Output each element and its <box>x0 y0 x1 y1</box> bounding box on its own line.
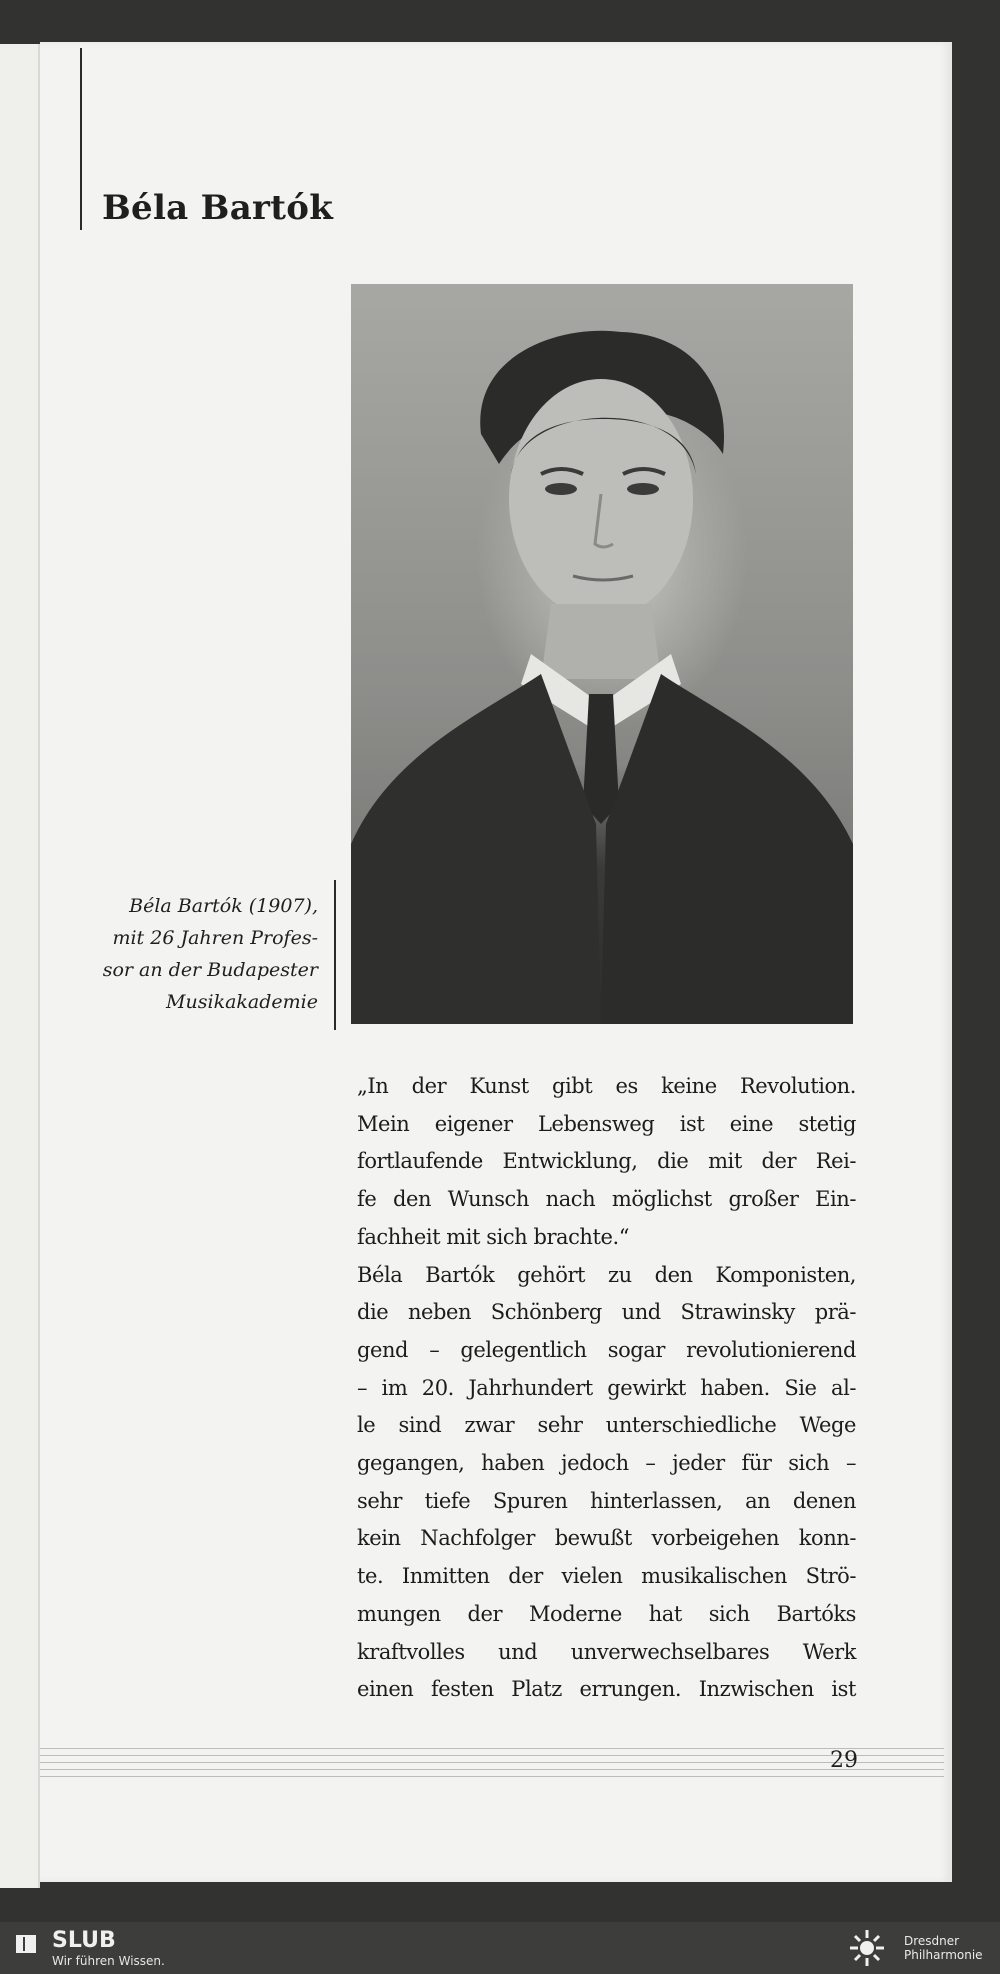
portrait-photo <box>351 284 853 1024</box>
partner-name-line: Philharmonie <box>904 1948 983 1962</box>
body-text <box>357 1068 856 1709</box>
page-title: Béla Bartók <box>102 188 334 228</box>
caption-line: Musikakademie <box>166 991 318 1013</box>
footer-bar <box>0 1922 1000 1974</box>
philharmonie-logo-icon[interactable] <box>842 1926 892 1970</box>
body-line: einen festen Platz errungen. Inzwischen ist <box>357 1677 856 1702</box>
caption-rule <box>334 880 336 1030</box>
library-tagline: Wir führen Wissen. <box>52 1954 165 1968</box>
left-page-edge <box>0 44 40 1888</box>
music-staff-lines <box>40 1748 944 1784</box>
body-line: fortlaufende Entwicklung, die mit der Rei- <box>357 1149 856 1174</box>
body-line: gegangen, haben jedoch – jeder für sich – <box>357 1451 856 1476</box>
caption-line: Béla Bartók (1907), <box>129 895 318 917</box>
body-line: gend – gelegentlich sogar revolutionierend <box>357 1337 856 1362</box>
body-line: „In der Kunst gibt es keine Revolution. <box>357 1074 856 1098</box>
partner-name[interactable] <box>904 1934 1000 1962</box>
library-name[interactable]: SLUB <box>52 1928 116 1953</box>
body-line: te. Inmitten der vielen musikalischen Strö- <box>357 1564 856 1589</box>
photo-caption <box>84 890 318 1018</box>
body-line: Mein eigener Lebensweg ist eine stetig <box>357 1111 856 1136</box>
body-line: – im 20. Jahrhundert gewirkt haben. Sie al- <box>357 1375 856 1400</box>
body-line: sehr tiefe Spuren hinterlassen, an denen <box>357 1488 856 1513</box>
portrait-photo-icon <box>351 284 853 1024</box>
caption-line: mit 26 Jahren Profes- <box>112 927 318 949</box>
title-rule <box>80 48 82 230</box>
caption-line: sor an der Budapester <box>102 959 318 981</box>
partner-name-line: Dresdner <box>904 1934 960 1948</box>
body-line: kraftvolles und unverwechselbares Werk <box>357 1639 856 1664</box>
body-line: Béla Bartók gehört zu den Komponisten, <box>357 1262 856 1287</box>
body-line: le sind zwar sehr unterschiedliche Wege <box>357 1413 856 1438</box>
body-line: kein Nachfolger bewußt vorbeigehen konn- <box>357 1526 856 1551</box>
body-line: fe den Wunsch nach möglichst großer Ein- <box>357 1187 856 1212</box>
page-number: 29 <box>830 1748 858 1773</box>
body-line: mungen der Moderne hat sich Bartóks <box>357 1601 856 1626</box>
body-line: die neben Schönberg und Strawinsky prä- <box>357 1300 856 1325</box>
slub-book-icon[interactable] <box>14 1932 38 1956</box>
body-line: fachheit mit sich brachte.“ <box>357 1224 629 1249</box>
